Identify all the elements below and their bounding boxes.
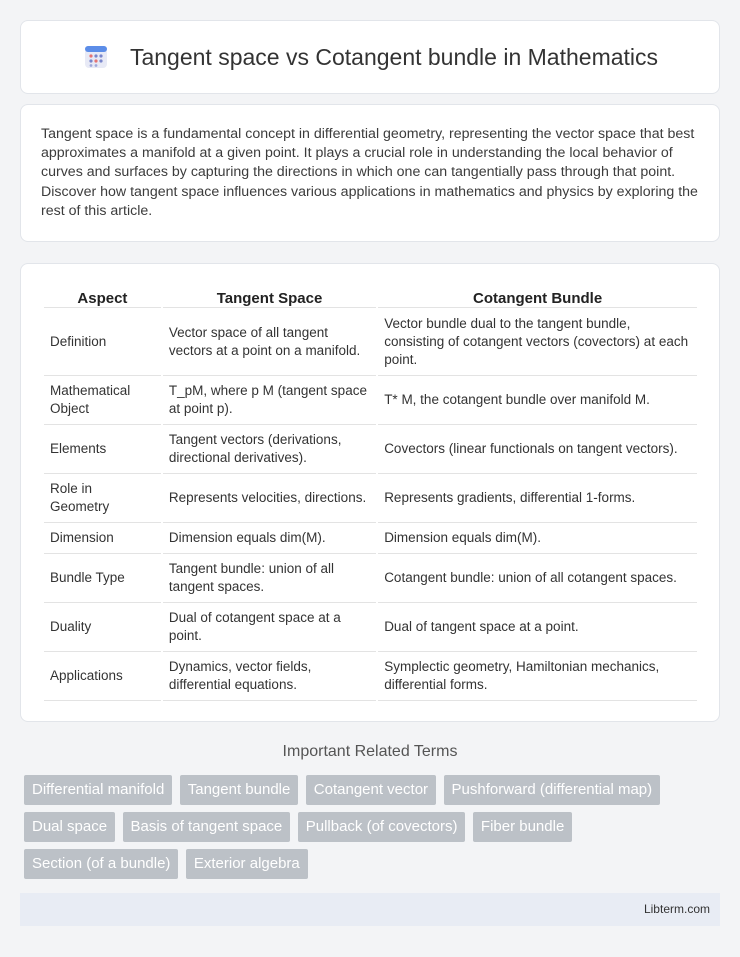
- row-cotangent: Represents gradients, differential 1-forms.: [378, 474, 697, 523]
- table-row: [44, 376, 697, 425]
- row-aspect: Definition: [44, 308, 161, 376]
- tag-pullback[interactable]: Pullback (of covectors): [298, 812, 466, 842]
- row-cotangent: T* M, the cotangent bundle over manifold M.: [378, 376, 697, 425]
- tag-differential-manifold[interactable]: Differential manifold: [24, 775, 172, 805]
- table-row: [44, 554, 697, 603]
- tag-tangent-bundle[interactable]: Tangent bundle: [180, 775, 299, 805]
- table-row: [44, 652, 697, 701]
- row-aspect: Role in Geometry: [44, 474, 161, 523]
- row-aspect: Dimension: [44, 523, 161, 554]
- row-tangent: T_pM, where p M (tangent space at point p).: [163, 376, 376, 425]
- table-header-row: [44, 284, 697, 308]
- row-tangent: Represents velocities, directions.: [163, 474, 376, 523]
- row-aspect: Bundle Type: [44, 554, 161, 603]
- tag-basis-of-tangent-space[interactable]: Basis of tangent space: [123, 812, 291, 842]
- related-terms-title: Important Related Terms: [282, 743, 458, 760]
- footer: [20, 893, 720, 926]
- row-cotangent: Symplectic geometry, Hamiltonian mechanics, differential forms.: [378, 652, 697, 701]
- table-row: [44, 523, 697, 554]
- page-title: Tangent space vs Cotangent bundle in Mathematics: [129, 43, 659, 70]
- header-aspect: Aspect: [44, 284, 161, 308]
- tag-fiber-bundle[interactable]: Fiber bundle: [473, 812, 572, 842]
- table-row: [44, 603, 697, 652]
- table-row: [44, 308, 697, 376]
- row-cotangent: Dual of tangent space at a point.: [378, 603, 697, 652]
- header-card: [20, 20, 720, 94]
- intro-paragraph: Tangent space is a fundamental concept in differential geometry, representing the vector space that best approximates a manifold at a given point. It plays a crucial role in understanding the local behavior of curves and surfaces by capturing the directions in which one can tangentially pass through that point. Discover how tangent space influences various applications in mathematics and physics by exploring the rest of this article.: [41, 126, 698, 219]
- row-tangent: Tangent bundle: union of all tangent spaces.: [163, 554, 376, 603]
- row-aspect: Duality: [44, 603, 161, 652]
- related-terms-list: [24, 775, 724, 886]
- tag-pushforward[interactable]: Pushforward (differential map): [444, 775, 661, 805]
- intro-card: [20, 104, 720, 242]
- row-tangent: Dual of cotangent space at a point.: [163, 603, 376, 652]
- tag-cotangent-vector[interactable]: Cotangent vector: [306, 775, 436, 805]
- calendar-grid-icon: [82, 43, 110, 71]
- row-aspect: Elements: [44, 425, 161, 474]
- row-aspect: Applications: [44, 652, 161, 701]
- row-cotangent: Covectors (linear functionals on tangent vectors).: [378, 425, 697, 474]
- comparison-table: [42, 284, 699, 701]
- footer-site-link[interactable]: Libterm.com: [643, 902, 710, 916]
- row-cotangent: Cotangent bundle: union of all cotangent spaces.: [378, 554, 697, 603]
- header-tangent-space: Tangent Space: [163, 284, 376, 308]
- table-row: [44, 425, 697, 474]
- row-aspect: Mathematical Object: [44, 376, 161, 425]
- tag-section-of-bundle[interactable]: Section (of a bundle): [24, 849, 178, 879]
- tag-dual-space[interactable]: Dual space: [24, 812, 115, 842]
- tag-exterior-algebra[interactable]: Exterior algebra: [186, 849, 308, 879]
- row-tangent: Tangent vectors (derivations, directional derivatives).: [163, 425, 376, 474]
- comparison-table-card: [20, 263, 720, 722]
- row-tangent: Dynamics, vector fields, differential equations.: [163, 652, 376, 701]
- row-tangent: Dimension equals dim(M).: [163, 523, 376, 554]
- row-cotangent: Vector bundle dual to the tangent bundle, consisting of cotangent vectors (covectors) at each point.: [378, 308, 697, 376]
- row-tangent: Vector space of all tangent vectors at a point on a manifold.: [163, 308, 376, 376]
- table-row: [44, 474, 697, 523]
- row-cotangent: Dimension equals dim(M).: [378, 523, 697, 554]
- header-cotangent-bundle: Cotangent Bundle: [378, 284, 697, 308]
